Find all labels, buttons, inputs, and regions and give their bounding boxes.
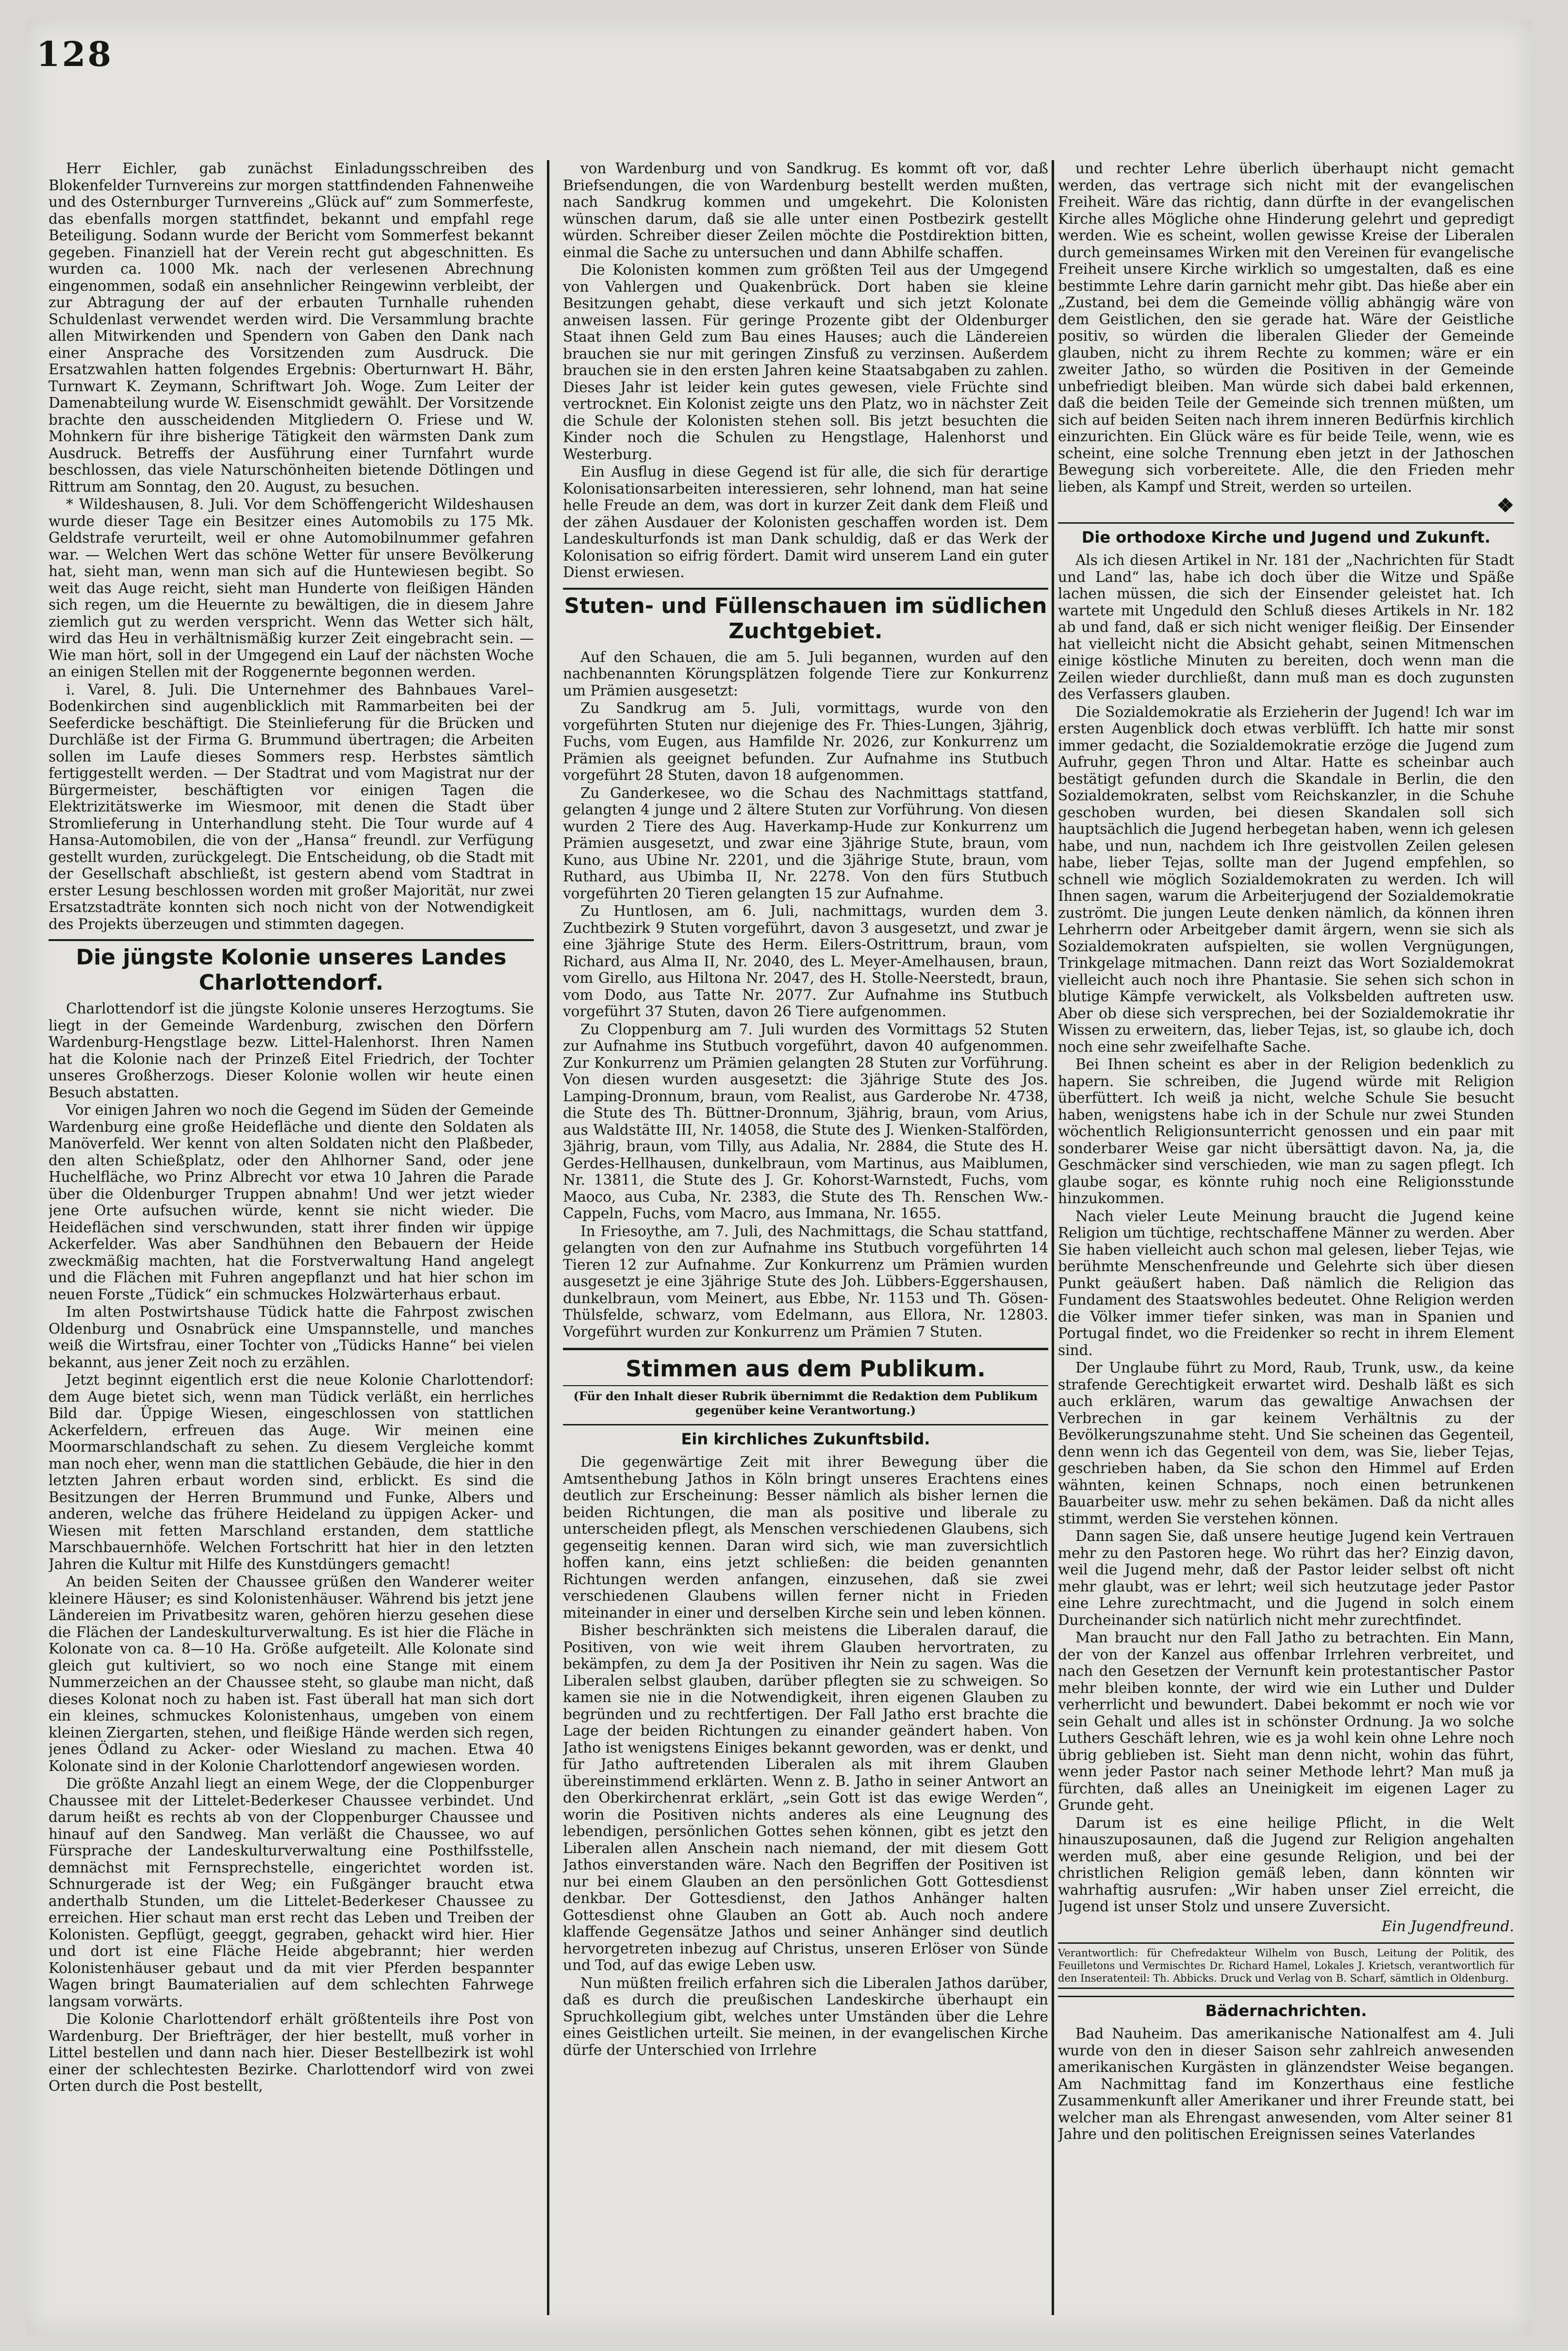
imprint-box: Verantwortlich: für Chefredakteur Wilhelm von Busch, Leitung der Politik, des Feuilletons und Vermischtes Dr. Richard Hamel, Lokales J. Krietsch, verantwortlich für den Inseratenteil: Th. Abbicks. Druck und Verlag von B. Scharf, sämtlich in Oldenburg. [1058,1942,1514,1989]
article-text: Man braucht nur den Fall Jatho zu betrachten. Ein Mann, der von der Kanzel aus offenbar Irrlehren verbreitet, und nach den Gesetzen der Vernunft kein protestantischer Pastor mehr bleiben konnte, der wird wie ein Luther und Dulder verherrlicht und bewundert. Dabei bekommt er noch wie vor sein Gehalt und alles ist in schönster Ordnung. Ja wo solche Luthers Geschäft lehren, wie es ja wohl kein ohne Lehre noch übrig geblieben ist. Sieht man denn nicht, wohin das führt, wenn jeder Pastor nach seiner Methode lehrt? Man muß ja fürchten, daß alles an Uneinigkeit im eigenen Lager zu Grunde geht. [1058,1629,1514,1813]
article-text: Nach vieler Leute Meinung braucht die Jugend keine Religion um tüchtige, rechtschaffene Männer zu werden. Aber Sie haben vielleicht auch schon mal gelesen, lieber Tejas, wie berühmte Menschenfreunde und Gelehrte sich über diesen Punkt geäußert haben. Daß nämlich die Religion das Fundament des Staatswohles bedeutet. Ohne Religion werden die Völker immer tiefer sinken, was man in Spanien und Portugal findet, wo die Freidenker so recht in ihrem Element sind. [1058,1208,1514,1358]
subheadline-zukunftsbild: Ein kirchliches Zukunftsbild. [563,1424,1048,1449]
headline-stutenschauen: Stuten- und Füllenschauen im südlichen Zuchtgebiet. [563,588,1048,644]
article-text: Bad Nauheim. Das amerikanische Nationalfest am 4. Juli wurde von den in dieser Saison sehr zahlreich anwesenden amerikanischen Kurgästen in glänzendster Weise begangen. Am Nachmittag fand im Konzerthaus eine festliche Zusammenkunft aller Amerikaner und ihrer Freunde statt, bei welcher man als Ehrengast anwesenden, vom Alter seiner 81 Jahre und den politischen Ereignissen seines Vaterlandes [1058,2025,1514,2142]
newspaper-page [27,19,1531,2334]
article-text: In Friesoythe, am 7. Juli, des Nachmittags, die Schau stattfand, gelangten von den zur Aufnahme ins Stutbuch vorgeführten 14 Tieren 12 zur Aufnahme. Zur Konkurrenz um Prämien wurden ausgesetzt je eine 3jährige Stute des Joh. Lübbers-Eggershausen, dunkelbraun, vom Meinert, aus Ebbe, Nr. 1153 und Th. Gösen-Thülsfelde, schwarz, vom Edelmann, aus Ellora, Nr. 12803. Vorgeführt wurden zur Konkurrenz um Prämien 7 Stuten. [563,1223,1048,1340]
author-signature: Ein Jugendfreund. [1381,1918,1514,1935]
article-text: An beiden Seiten der Chaussee grüßen den Wanderer weiter kleinere Häuser; es sind Kolonistenhäuser. Während bis jetzt jene Ländereien im Privatbesitz waren, gehören hierzu gesehen diese die Flächen der Landeskulturverwaltung. Es ist hier die Fläche in Kolonate von ca. 8—10 Ha. Größe aufgeteilt. Alle Kolonate sind gleich gut kultiviert, so wo noch eine Stange mit einem Nummerzeichen an der Chaussee steht, so glaube man nicht, daß dieses Kolonat noch zu haben ist. Fast überall hat man sich dort ein kleines, schmuckes Kolonistenhaus, umgeben von einem kleinen Ziergarten, stehen, und fleißige Hände werden sich regen, jenes Ödland zu Acker- oder Wiesland zu machen. Etwa 40 Kolonate sind in der Kolonie Charlottendorf angewiesen worden. [49,1573,534,1774]
article-text: Der Unglaube führt zu Mord, Raub, Trunk, usw., da keine strafende Gerechtigkeit erwartet wird. Deshalb läßt es sich auch erklären, warum das gewaltige Anwachsen der Verbrechen in gar keinem Verhältnis zu der Bevölkerungszunahme steht. Und Sie scheinen das Gegenteil, denn wenn ich das Gegenteil von dem, was Sie, lieber Tejas, geschrieben haben, da Sie schon den Himmel auf Erden wähnten, keinen Schnaps, noch einen betrunkenen Bauarbeiter usw. mehr zu sehen bekämen. Daß da nicht alles stimmt, werden Sie verstehen können. [1058,1359,1514,1527]
article-text: Die Kolonisten kommen zum größten Teil aus der Umgegend von Vahlergen und Quakenbrück. Dort haben sie kleine Besitzungen gehabt, diese verkauft und sich jetzt Kolonate anweisen lassen. Für geringe Prozente gibt der Oldenburger Staat ihnen Geld zum Bau eines Hauses; auch die Ländereien brauchen sie nur mit geringen Zinsfuß zu verzinsen. Außerdem brauchen sie in den ersten Jahren keine Staatsabgaben zu zahlen. Dieses Jahr ist leider kein gutes gewesen, viele Früchte sind vertrocknet. Ein Kolonist zeigte uns den Platz, wo in nächster Zeit die Schule der Kolonisten stehen soll. Bis jetzt besuchten die Kinder noch die Schulen zu Hengstlage, Halenhorst und Westerburg. [563,262,1048,463]
article-text: Jetzt beginnt eigentlich erst die neue Kolonie Charlottendorf: dem Auge bietet sich, wenn man Tüdick verläßt, ein herrliches Bild dar. Üppige Wiesen, eingeschlossen von stattlichen Ackerfeldern, erfreuen das Auge. Wir meinen eine Moormarschlandschaft zu sehen. Zu diesem Vergleiche kommt man noch eher, wenn man die stattlichen Gebäude, die hier in den letzten Jahren erbaut worden sind, erblickt. Es sind die Besitzungen der Herren Brummund und Funke, Albers und anderen, welche das frühere Heideland zu üppigen Acker- und Wiesen mit fetten Marschland erstanden, dem stattliche Marschbauernhöfe. Welchen Fortschritt hat hier in den letzten Jahren die Kultur mit Hilfe des Kunstdüngers gemacht! [49,1372,534,1573]
article-text: Nun müßten freilich erfahren sich die Liberalen Jathos darüber, daß es durch die preußischen Landeskirche überhaupt ein Spruchkollegium gibt, welches unter Umständen über die Lehre eines Geistlichen urteilt. Sie meinen, in der evangelischen Kirche dürfe der Unterschied von Irrlehre [563,1974,1048,2058]
article-text: Im alten Postwirtshause Tüdick hatte die Fahrpost zwischen Oldenburg und Osnabrück eine Umspannstelle, und manches weiß die Wirtsfrau, einer Tochter von „Tüdicks Hanne“ bei vielen bekannt, aus jener Zeit noch zu erzählen. [49,1304,534,1371]
article-text: Die gegenwärtige Zeit mit ihrer Bewegung über die Amtsenthebung Jathos in Köln bringt unseres Erachtens eines deutlich zur Erscheinung: Besser nämlich als bisher lernen die beiden Richtungen, die man als positive und liberale zu unterscheiden pflegt, als Menschen verschiedenen Glaubens, sich gegenseitig kennen. Daran wird sich, wie man zuversichtlich hoffen kann, eins jetzt schließen: die beiden genannten Richtungen werden anfangen, einzusehen, daß sie zwei verschiedenen Glaubens willen ferner nicht in Frieden miteinander in einer und derselben Kirche sein und leben können. [563,1454,1048,1621]
article-text: von Wardenburg und von Sandkrug. Es kommt oft vor, daß Briefsendungen, die von Wardenburg bestellt werden mußten, nach Sandkrug kommen und umgekehrt. Die Kolonisten wünschen darum, daß sie alle unter einen Postbezirk gestellt würden. Schreiber dieser Zeilen möchte die Postdirektion bitten, einmal die Sache zu untersuchen und dann Abhilfe schaffen. [563,160,1048,261]
article-text: Zu Cloppenburg am 7. Juli wurden des Vormittags 52 Stuten zur Aufnahme ins Stutbuch vorgeführt, davon 40 aufgenommen. Zur Konkurrenz um Prämien gelangten 28 Stuten zur Vorführung. Von diesen wurden ausgesetzt: die 3jährige Stute des Jos. Lamping-Dronnum, braun, vom Realist, aus Garderobe Nr. 4738, die Stute des Th. Büttner-Dronnum, 3jährig, braun, vom Arius, aus Waldstätte III, Nr. 14058, die Stute des J. Wienken-Stalförden, 3jährig, braun, vom Tilly, aus Adalia, Nr. 2884, die Stute des H. Gerdes-Hellhausen, dunkelbraun, vom Martinus, aus Maiblumen, Nr. 13811, die Stute des J. Gr. Kohorst-Warnstedt, Fuchs, vom Maoco, aus Cuba, Nr. 2383, die Stute des Th. Renschen Ww.-Cappeln, Fuchs, vom Macro, aus Immana, Nr. 1655. [563,1021,1048,1222]
article-text: Ein Ausflug in diese Gegend ist für alle, die sich für derartige Kolonisationsarbeiten interessieren, sehr lohnend, man hat seine helle Freude an dem, was dort in kurzer Zeit dank dem Fleiß und der zähen Ausdauer der Kolonisten geschaffen worden ist. Dem Landeskulturfonds ist man Dank schuldig, daß er das Werk der Kolonisation so eifrig fördert. Damit wird unserem Land ein guter Dienst erwiesen. [563,464,1048,580]
section-title-publikum: Stimmen aus dem Publikum. [563,1348,1048,1386]
article-text: Charlottendorf ist die jüngste Kolonie unseres Herzogtums. Sie liegt in der Gemeinde Wardenburg, zwischen den Dörfern Wardenburg-Hengstlage bezw. Littel-Halenhorst. Ihren Namen hat die Kolonie nach der Prinzeß Eitel Friedrich, der Tochter unseres Großherzogs. Dieser Kolonie wollen wir heute einen Besuch abstatten. [49,1000,534,1101]
headline-baedernachrichten: Bädernachrichten. [1058,1996,1514,2020]
headline-orthodoxe-kirche: Die orthodoxe Kirche und Jugend und Zukunft. [1058,522,1514,547]
section-disclaimer: (Für den Inhalt dieser Rubrik übernimmt die Redaktion dem Publikum gegenüber keine Verantwortung.) [573,1389,1038,1417]
column-divider [547,160,549,2315]
column-1 [49,160,534,2315]
article-text: Herr Eichler, gab zunächst Einladungsschreiben des Blokenfelder Turnvereins zur morgen stattfindenden Fahnenweihe und des Osternburger Turnvereins „Glück auf“ zum Sommerfeste, das ebenfalls morgen stattfindet, bekannt und empfahl rege Beteiligung. Sodann wurde der Bericht vom Sommerfest bekannt gegeben. Finanziell hat der Verein recht gut abgeschnitten. Es wurden ca. 1000 Mk. nach der verlesenen Abrechnung eingenommen, sodaß ein ansehnlicher Reingewinn verbleibt, der zur Abtragung der auf der erbauten Turnhalle ruhenden Schuldenlast verwendet werden wird. Die Versammlung brachte allen Mitwirkenden und Spendern von Gaben den Dank nach einer Ansprache des Vorsitzenden zum Ausdruck. Die Ersatzwahlen hatten folgendes Ergebnis: Oberturnwart H. Bähr, Turnwart K. Zeymann, Schriftwart Joh. Woge. Zum Leiter der Damenabteilung wurde W. Eisenschmidt gewählt. Der Vorsitzende brachte den ausscheidenden Mitgliedern O. Friese und W. Mohnkern für ihre bisherige Tätigkeit den wärmsten Dank zum Ausdruck. Betreffs der Ausführung einer Turnfahrt wurde beschlossen, das viele Naturschönheiten bietende Dötlingen und Rittrum am Sonntag, den 20. August, zu besuchen. [49,160,534,495]
article-text: Dann sagen Sie, daß unsere heutige Jugend kein Vertrauen mehr zu den Pastoren hege. Wo rührt das her? Einzig davon, weil die Jugend mehr, daß der Pastor leider selbst oft nicht mehr glaubt, was er lehrt; weil sich heutzutage jeder Pastor eine Lehre zurechtmacht, und die Jugend in solch einem Durcheinander sich natürlich nicht mehr zurechtfindet. [1058,1528,1514,1628]
article-text: Vor einigen Jahren wo noch die Gegend im Süden der Gemeinde Wardenburg eine große Heidefläche und diente den Soldaten als Manöverfeld. Wer kennt von alten Soldaten nicht den Plaßbeder, den alten Schießplatz, oder den Ahlhorner Sand, oder jene Huchelfläche, wo Prinz Albrecht vor etwa 10 Jahren die Parade über die Oldenburger Truppen abnahm! Und wer jetzt wieder jene Orte aufsuchen würde, kennt sie nicht wieder. Die Heideflächen sind verschwunden, statt ihrer finden wir üppige Ackerfelder. Was aber Sandhühnen den Bebauern der Heide zweckmäßig machten, hat die Forstverwaltung Hand angelegt und die Flächen mit Fuhren angepflanzt und hat hier schon im neuen Forste „Tüdick“ ein schmuckes Holzwärterhaus erbaut. [49,1102,534,1303]
article-text: Die größte Anzahl liegt an einem Wege, der die Cloppenburger Chaussee mit der Littelet-Bederkeser Chaussee verbindet. Und darum heißt es rechts ab von der Cloppenburger Chaussee und hinauf auf den Sandweg. Man verläßt die Chaussee, wo auf Fürsprache der Landeskulturverwaltung eine Posthilfsstelle, demnächst mit Fernsprechstelle, eingerichtet worden ist. Schnurgerade ist der Weg; ein Fußgänger braucht etwa anderthalb Stunden, um die Littelet-Bederkeser Chaussee zu erreichen. Hier schaut man erst recht das Leben und Treiben der Kolonisten. Gepflügt, geeggt, gegraben, gehackt wird hier. Hier und dort ist eine Fläche Heide abgebrannt; hier werden Kolonistenhäuser gebaut und da mit vier Pferden bespannter Wagen bringt Baumaterialien auf dem schlechten Fahrwege langsam vorwärts. [49,1775,534,2010]
column-2 [563,160,1048,2315]
article-text: Zu Sandkrug am 5. Juli, vormittags, wurde von den vorgeführten Stuten nur diejenige des Fr. Thies-Lungen, 3jährig, Fuchs, vom Eugen, aus Hamfilde Nr. 2026, zur Konkurrenz um Prämien als geeignet befunden. Zur Aufnahme ins Stutbuch vorgeführt 28 Stuten, davon 18 aufgenommen. [563,700,1048,783]
end-mark: ❖ [1497,494,1514,517]
article-text: und rechter Lehre überlich überhaupt nicht gemacht werden, das vertrage sich nicht mit der evangelischen Freiheit. Wäre das richtig, dann dürfte in der evangelischen Kirche alles Mögliche ohne Hinderung gelehrt und gepredigt werden. Wie es scheint, wollen gewisse Kreise der Liberalen durch gemeinsames Wirken mit den Vereinen für evangelische Freiheit unsere Kirche wirklich so umgestalten, daß es eine bestimmte Lehre darin garnicht mehr gibt. Das hieße aber ein „Zustand, bei dem die Gemeinde völlig abhängig wäre von dem Geistlichen, den sie gerade hat. Wäre der Geistliche positiv, so würden die liberalen Glieder der Gemeinde glauben, nicht zu ihrem Rechte zu kommen; wäre er ein zweiter Jatho, so würden die Positiven in der Gemeinde unbefriedigt bleiben. Man würde sich dabei bald erkennen, daß die beiden Teile der Gemeinde sich trennen müßten, um sich auf beiden Seiten nach ihrem inneren Bedürfnis kirchlich einzurichten. Ein Glück wäre es für beide Teile, wenn, wie es scheint, eine solche Trennung eben jetzt in der Jathoschen Bewegung sich vorbereitete. Alle, die den Frieden mehr lieben, als Kampf und Streit, werden so urteilen. [1058,160,1514,495]
article-text: Zu Ganderkesee, wo die Schau des Nachmittags stattfand, gelangten 4 junge und 2 ältere Stuten zur Vorführung. Von diesen wurden 2 Tiere des Aug. Haverkamp-Hude zur Konkurrenz um Prämien ausgesetzt, und zwar eine 3jährige Stute, braun, vom Kuno, aus Ubine Nr. 2201, und die 3jährige Stute, braun, vom Ruthard, aus Ubimba II, Nr. 2278. Von den fürs Stutbuch vorgeführten 20 Tieren gelangten 15 zur Aufnahme. [563,784,1048,902]
headline-charlottendorf: Die jüngste Kolonie unseres Landes Charlottendorf. [49,939,534,995]
article-text: * Wildeshausen, 8. Juli. Vor dem Schöffengericht Wildeshausen wurde dieser Tage ein Besitzer eines Automobils zu 175 Mk. Geldstrafe verurteilt, weil er ohne Automobilnummer gefahren war. — Welchen Wert das schöne Wetter für unsere Bevölkerung hat, sieht man, wenn man sich auf die Huntewiesen begibt. So weit das Auge reicht, sieht man Hunderte von fleißigen Händen sich regen, um die Heuernte zu bewältigen, die in diesem Jahre ziemlich gut zu werden verspricht. Wenn das Wetter sich hält, wird das Heu in verhältnismäßig kurzer Zeit eingebracht sein. — Wie man hört, soll in der Umgegend ein Lauf der nächsten Woche an einigen Stellen mit der Roggenernte begonnen werden. [49,496,534,680]
article-text: Darum ist es eine heilige Pflicht, in die Welt hinauszuposaunen, daß die Jugend zur Religion angehalten werden muß, aber eine gesunde Religion, und bei der christlichen Religion gemäß leben, dann könnten wir wahrhaftig ausrufen: „Wir haben unser Ziel erreicht, die Jugend ist unser Stolz und unsere Zuversicht. [1058,1814,1514,1915]
article-text: Bei Ihnen scheint es aber in der Religion bedenklich zu hapern. Sie schreiben, die Jugend würde mit Religion überfüttert. Ich weiß ja nicht, welche Schule Sie besucht haben, wenigstens habe ich in der Schule nur zwei Stunden wöchentlich Religionsunterricht genossen und ein paar mit sonderbarer Weise gar nicht übersättigt davon. Na, ja, die Geschmäcker sind verschieden, wie man zu sagen pflegt. Ich glaube sogar, es könnte ruhig noch eine Religionsstunde hinzukommen. [1058,1056,1514,1207]
column-divider [1052,160,1054,2315]
article-text: Auf den Schauen, die am 5. Juli begannen, wurden auf den nachbenannten Körungsplätzen folgende Tiere zur Konkurrenz um Prämien ausgesetzt: [563,648,1048,699]
article-text: Zu Huntlosen, am 6. Juli, nachmittags, wurden dem 3. Zuchtbezirk 9 Stuten vorgeführt, davon 3 ausgesetzt, und zwar je eine 3jährige Stute des Herm. Eilers-Ostrittrum, braun, vom Richard, aus Alma II, Nr. 2040, des L. Meyer-Amelhausen, braun, vom Girello, aus Hiltona Nr. 2047, des H. Stolle-Neerstedt, braun, vom Dodo, aus Tatte Nr. 2077. Zur Aufnahme ins Stutbuch vorgeführt 37 Stuten, davon 26 Tiere aufgenommen. [563,903,1048,1020]
article-text: Die Kolonie Charlottendorf erhält größtenteils ihre Post von Wardenburg. Der Briefträger, der hier bestellt, muß vorher in Littel bestellen und dann nach hier. Dieser Bestellbezirk ist wohl einer der schlechtesten Bezirke. Charlottendorf wird von zwei Orten durch die Post bestellt, [49,2011,534,2094]
article-text: i. Varel, 8. Juli. Die Unternehmer des Bahnbaues Varel–Bodenkirchen sind augenblicklich mit Rammarbeiten bei der Seeferdicke beschäftigt. Die Steinlieferung für die Brücken und Durchläße ist der Firma G. Brummund übertragen; die Arbeiten sollen im Laufe dieses Sommers resp. Herbstes sämtlich fertiggestellt werden. — Der Stadtrat und vom Magistrat nur der Bürgermeister, beschäftigten vor einigen Tagen die Elektrizitätswerke im Wiesmoor, mit denen die Stadt über Stromlieferung in Unterhandlung steht. Die Tour wurde auf 4 Hansa-Automobilen, die von der „Hansa“ freundl. zur Verfügung gestellt wurden, zurückgelegt. Die Entscheidung, ob die Stadt mit der Gesellschaft abschließt, ist gestern abend vom Stadtrat in erster Lesung beschlossen worden mit großer Majorität, nur zwei Ersatzstadträte konnten sich noch nicht von der Notwendigkeit des Projekts überzeugen und stimmten dagegen. [49,681,534,932]
article-text: Als ich diesen Artikel in Nr. 181 der „Nachrichten für Stadt und Land“ las, habe ich doch über die Witze und Späße lachen müssen, die sich der Einsender geleistet hat. Ich wartete mit Ungeduld den Schluß dieses Artikels in Nr. 182 ab und fand, daß er sich nicht weniger fleißig. Der Einsender hat vielleicht nicht die Absicht gehabt, seinen Mitmenschen einige köstliche Minuten zu bereiten, doch wenn man die Zeilen wieder durchließt, dann muß man es doch zugunsten des Verfassers glauben. [1058,552,1514,702]
column-3 [1058,160,1514,2315]
article-text: Die Sozialdemokratie als Erzieherin der Jugend! Ich war im ersten Augenblick doch etwas verblüfft. Ich hatte mir sonst immer gedacht, die Sozialdemokratie erzöge die Jugend zum Aufruhr, gegen Thron und Altar. Hatte es scheinbar auch bestätigt gefunden durch die Skandale in Berlin, die den Sozialdemokraten, selbst vom Reichskanzler, in die Schuhe geschoben wurden, bei diesen Skandalen soll sich hauptsächlich die Jugend herbegetan haben, wenn ich gelesen habe, und nun, nachdem ich Ihre geistvollen Zeilen gelesen habe, lieber Tejas, sollte man der Jugend empfehlen, so schnell wie möglich Sozialdemokraten zu werden. Ich will Ihnen sagen, warum die Arbeiterjugend der Sozialdemokratie zuströmt. Die jungen Leute denken nämlich, da können ihren Lehrherrn oder Arbeitgeber damit ärgern, wenn sie sich als Sozialdemokraten aufspielten, sie wollen Vergnügungen, Trinkgelage mitmachen. Dann reizt das Wort Sozialdemokrat vielleicht auch noch ihre Phantasie. Sie sehen sich schon in blutige Kämpfe verwickelt, als Volksbelden auftreten usw. Aber ob diese sich versprechen, bei der Sozialdemokratie ihr Wissen zu erweitern, das, lieber Tejas, ist, so glaube ich, doch noch eine sehr zweifelhafte Sache. [1058,703,1514,1055]
page-number: 128 [36,34,114,74]
article-text: Bisher beschränkten sich meistens die Liberalen darauf, die Positiven, von wie weit ihrem Glauben hervortraten, zu bekämpfen, zu dem Ja der Positiven ihr Nein zu sagen. Was die Liberalen selbst glauben, darüber pflegten sie zu schweigen. So kamen sie nie in die Notwendigkeit, ihren eigenen Glauben zu begründen und zu rechtfertigen. Der Fall Jatho erst brachte die Lage der beiden Richtungen zu einander geändert haben. Von Jatho ist wenigstens Einiges bekannt geworden, was er denkt, und für Jatho auftretenden Liberalen als mit ihrem Glauben übereinstimmend erklärten. Wenn z. B. Jatho in seiner Antwort an den Oberkirchenrat erklärt, „sein Gott ist das ewige Werden“, worin die Positiven nichts anderes als eine Leugnung des lebendigen, persönlichen Gottes sehen können, gibt es jetzt den Liberalen allen Anschein nach niemand, der mit diesem Gott Jathos einverstanden wäre. Nach den Begriffen der Positiven ist nur bei einem Glauben an den persönlichen Gott Gottesdienst denkbar. Der Gottesdienst, den Jathos Anhänger halten Gottesdienst ohne Glauben an Gott ab. Auch noch andere klaffende Gegensätze Jathos und seiner Anhänger sind deutlich hervorgetreten inbezug auf Christus, unseren Erlöser von Sünde und Tod, auf das ewige Leben usw. [563,1622,1048,1973]
